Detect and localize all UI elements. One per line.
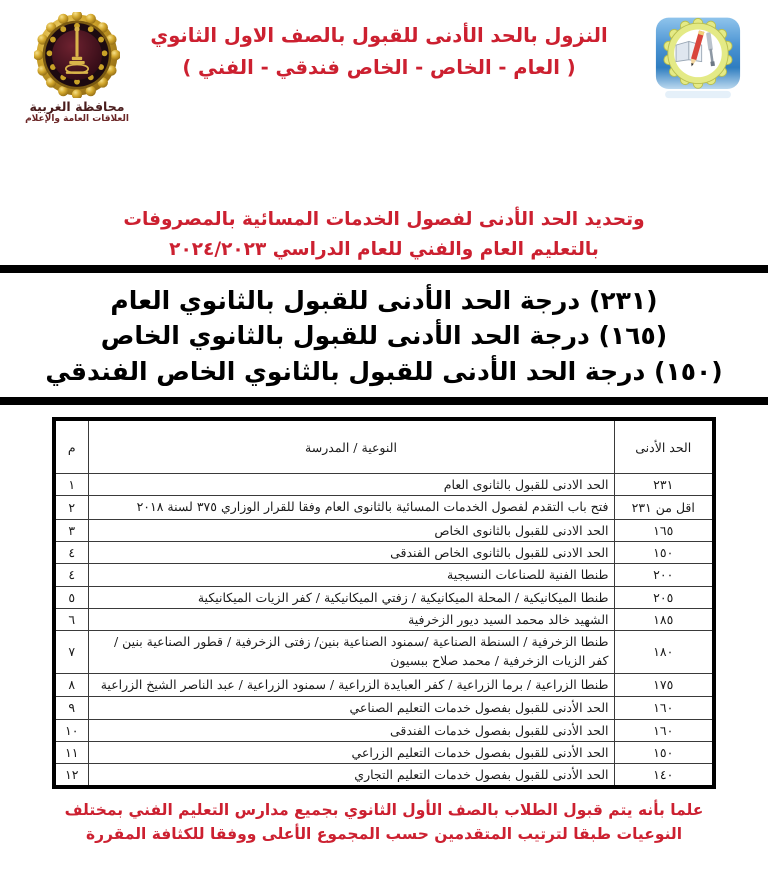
cell-minimum: ١٨٠ (614, 631, 714, 674)
cell-minimum: ١٧٥ (614, 673, 714, 697)
cell-minimum: ١٦٠ (614, 719, 714, 741)
cell-minimum: ٢٠٥ (614, 586, 714, 608)
column-header-number: م (54, 419, 88, 473)
cell-minimum: ١٤٠ (614, 764, 714, 788)
cell-row-number: ١٢ (54, 764, 88, 788)
footer-line-1: علما بأنه يتم قبول الطلاب بالصف الأول الثانوي بجميع مدارس التعليم الفني بمختلف (64, 801, 704, 820)
cell-row-number: ٩ (54, 697, 88, 719)
cell-school-type: طنطا الميكانيكية / المحلة الميكانيكية / زفتي الميكانيكية / كفر الزيات الميكانيكية (88, 586, 614, 608)
table-row (54, 608, 714, 630)
technical-education-gear-icon (652, 14, 744, 100)
document-footer (0, 789, 768, 846)
document-header (0, 0, 768, 205)
minimum-scores-notice (0, 273, 768, 398)
cell-minimum: ١٥٠ (614, 741, 714, 763)
table-row (54, 631, 714, 674)
title-line-2: ( العام - الخاص - الخاص فندقي - الفني ) (182, 55, 576, 79)
cell-row-number: ٢ (54, 496, 88, 520)
table-row (54, 564, 714, 586)
governorate-name: محافظة الغربية (29, 99, 125, 114)
table-row (54, 586, 714, 608)
cell-school-type: الحد الادنى للقبول بالثانوى الخاص (88, 519, 614, 541)
column-header-minimum: الحد الأدنى (614, 419, 714, 473)
notice-line-private: (١٦٥) درجة الحد الأدنى للقبول بالثانوي الخاص (100, 321, 668, 351)
technical-education-logo (642, 14, 754, 100)
table-row (54, 697, 714, 719)
table-row (54, 496, 714, 520)
table-row (54, 542, 714, 564)
schools-table (52, 417, 716, 789)
cell-school-type: الشهيد خالد محمد السيد ديور الزخرفية (88, 608, 614, 630)
cell-school-type: الحد الادنى للقبول بالثانوى الخاص الفندقى (88, 542, 614, 564)
column-header-type: النوعية / المدرسة (88, 419, 614, 473)
cell-row-number: ٣ (54, 519, 88, 541)
cell-minimum: ١٦٠ (614, 697, 714, 719)
table-header-row (54, 419, 714, 473)
title-line-3: وتحديد الحد الأدنى لفصول الخدمات المسائية بالمصروفات (123, 209, 645, 230)
cell-school-type: الحد الادنى للقبول بالثانوى العام (88, 473, 614, 495)
cell-minimum: ١٨٥ (614, 608, 714, 630)
cell-school-type: طنطا الزراعية / برما الزراعية / كفر العبايدة الزراعية / سمنود الزراعية / عبد الناصر الشيخ الزراعية (88, 673, 614, 697)
cell-minimum: ١٦٥ (614, 519, 714, 541)
title-line-4: بالتعليم العام والفني للعام الدراسي ٢٠٢٤/٢٠٢٣ (169, 238, 599, 260)
cell-school-type: الحد الأدنى للقبول بفصول خدمات الفندقى (88, 719, 614, 741)
cell-minimum: ١٥٠ (614, 542, 714, 564)
gharbia-governorate-logo (18, 12, 136, 125)
cell-row-number: ٦ (54, 608, 88, 630)
cell-minimum: ٢٠٠ (614, 564, 714, 586)
footer-line-2: النوعيات طبقا لترتيب المتقدمين حسب المجموع الأعلى ووفقا للكثافة المقررة (85, 824, 683, 843)
cell-row-number: ١١ (54, 741, 88, 763)
table-row (54, 719, 714, 741)
cell-row-number: ٧ (54, 631, 88, 674)
table-row (54, 519, 714, 541)
table-row (54, 473, 714, 495)
cell-row-number: ٨ (54, 673, 88, 697)
cell-row-number: ١٠ (54, 719, 88, 741)
cell-row-number: ٤ (54, 564, 88, 586)
cell-row-number: ٥ (54, 586, 88, 608)
cell-school-type: فتح باب التقدم لفصول الخدمات المسائية بالثانوى العام وفقا للقرار الوزاري ٣٧٥ لسنة ٢٠١٨ (88, 496, 614, 520)
divider-bottom (0, 397, 768, 405)
notice-line-hotel: (١٥٠) درجة الحد الأدنى للقبول بالثانوي الخاص الفندقي (45, 356, 723, 386)
gharbia-governorate-seal-icon (34, 12, 120, 98)
table-row (54, 764, 714, 788)
cell-school-type: الحد الأدنى للقبول بفصول خدمات التعليم الزراعي (88, 741, 614, 763)
table-row (54, 741, 714, 763)
table-body (54, 473, 714, 787)
cell-school-type: الحد الأدنى للقبول بفصول خدمات التعليم التجاري (88, 764, 614, 788)
cell-school-type: طنطا الزخرفية / السنطة الصناعية /سمنود الصناعية بنين/ زفتى الزخرفية / قطور الصناعية بنين / كفر الزيات الزخرفية / محمد صلاح ببسيون (88, 631, 614, 674)
header-subtitle-block (0, 205, 768, 265)
cell-minimum: اقل من ٢٣١ (614, 496, 714, 520)
cell-school-type: الحد الأدنى للقبول بفصول خدمات التعليم الصناعي (88, 697, 614, 719)
divider-top (0, 265, 768, 273)
schools-table-wrapper (0, 405, 768, 789)
cell-minimum: ٢٣١ (614, 473, 714, 495)
cell-school-type: طنطا الفنية للصناعات النسيجية (88, 564, 614, 586)
cell-row-number: ١ (54, 473, 88, 495)
cell-row-number: ٤ (54, 542, 88, 564)
notice-line-general: (٢٣١) درجة الحد الأدنى للقبول بالثانوي العام (110, 285, 658, 315)
title-line-1: النزول بالحد الأدنى للقبول بالصف الاول الثانوي (150, 24, 608, 47)
table-row (54, 673, 714, 697)
governorate-department: العلاقات العامة والإعلام (25, 114, 129, 125)
